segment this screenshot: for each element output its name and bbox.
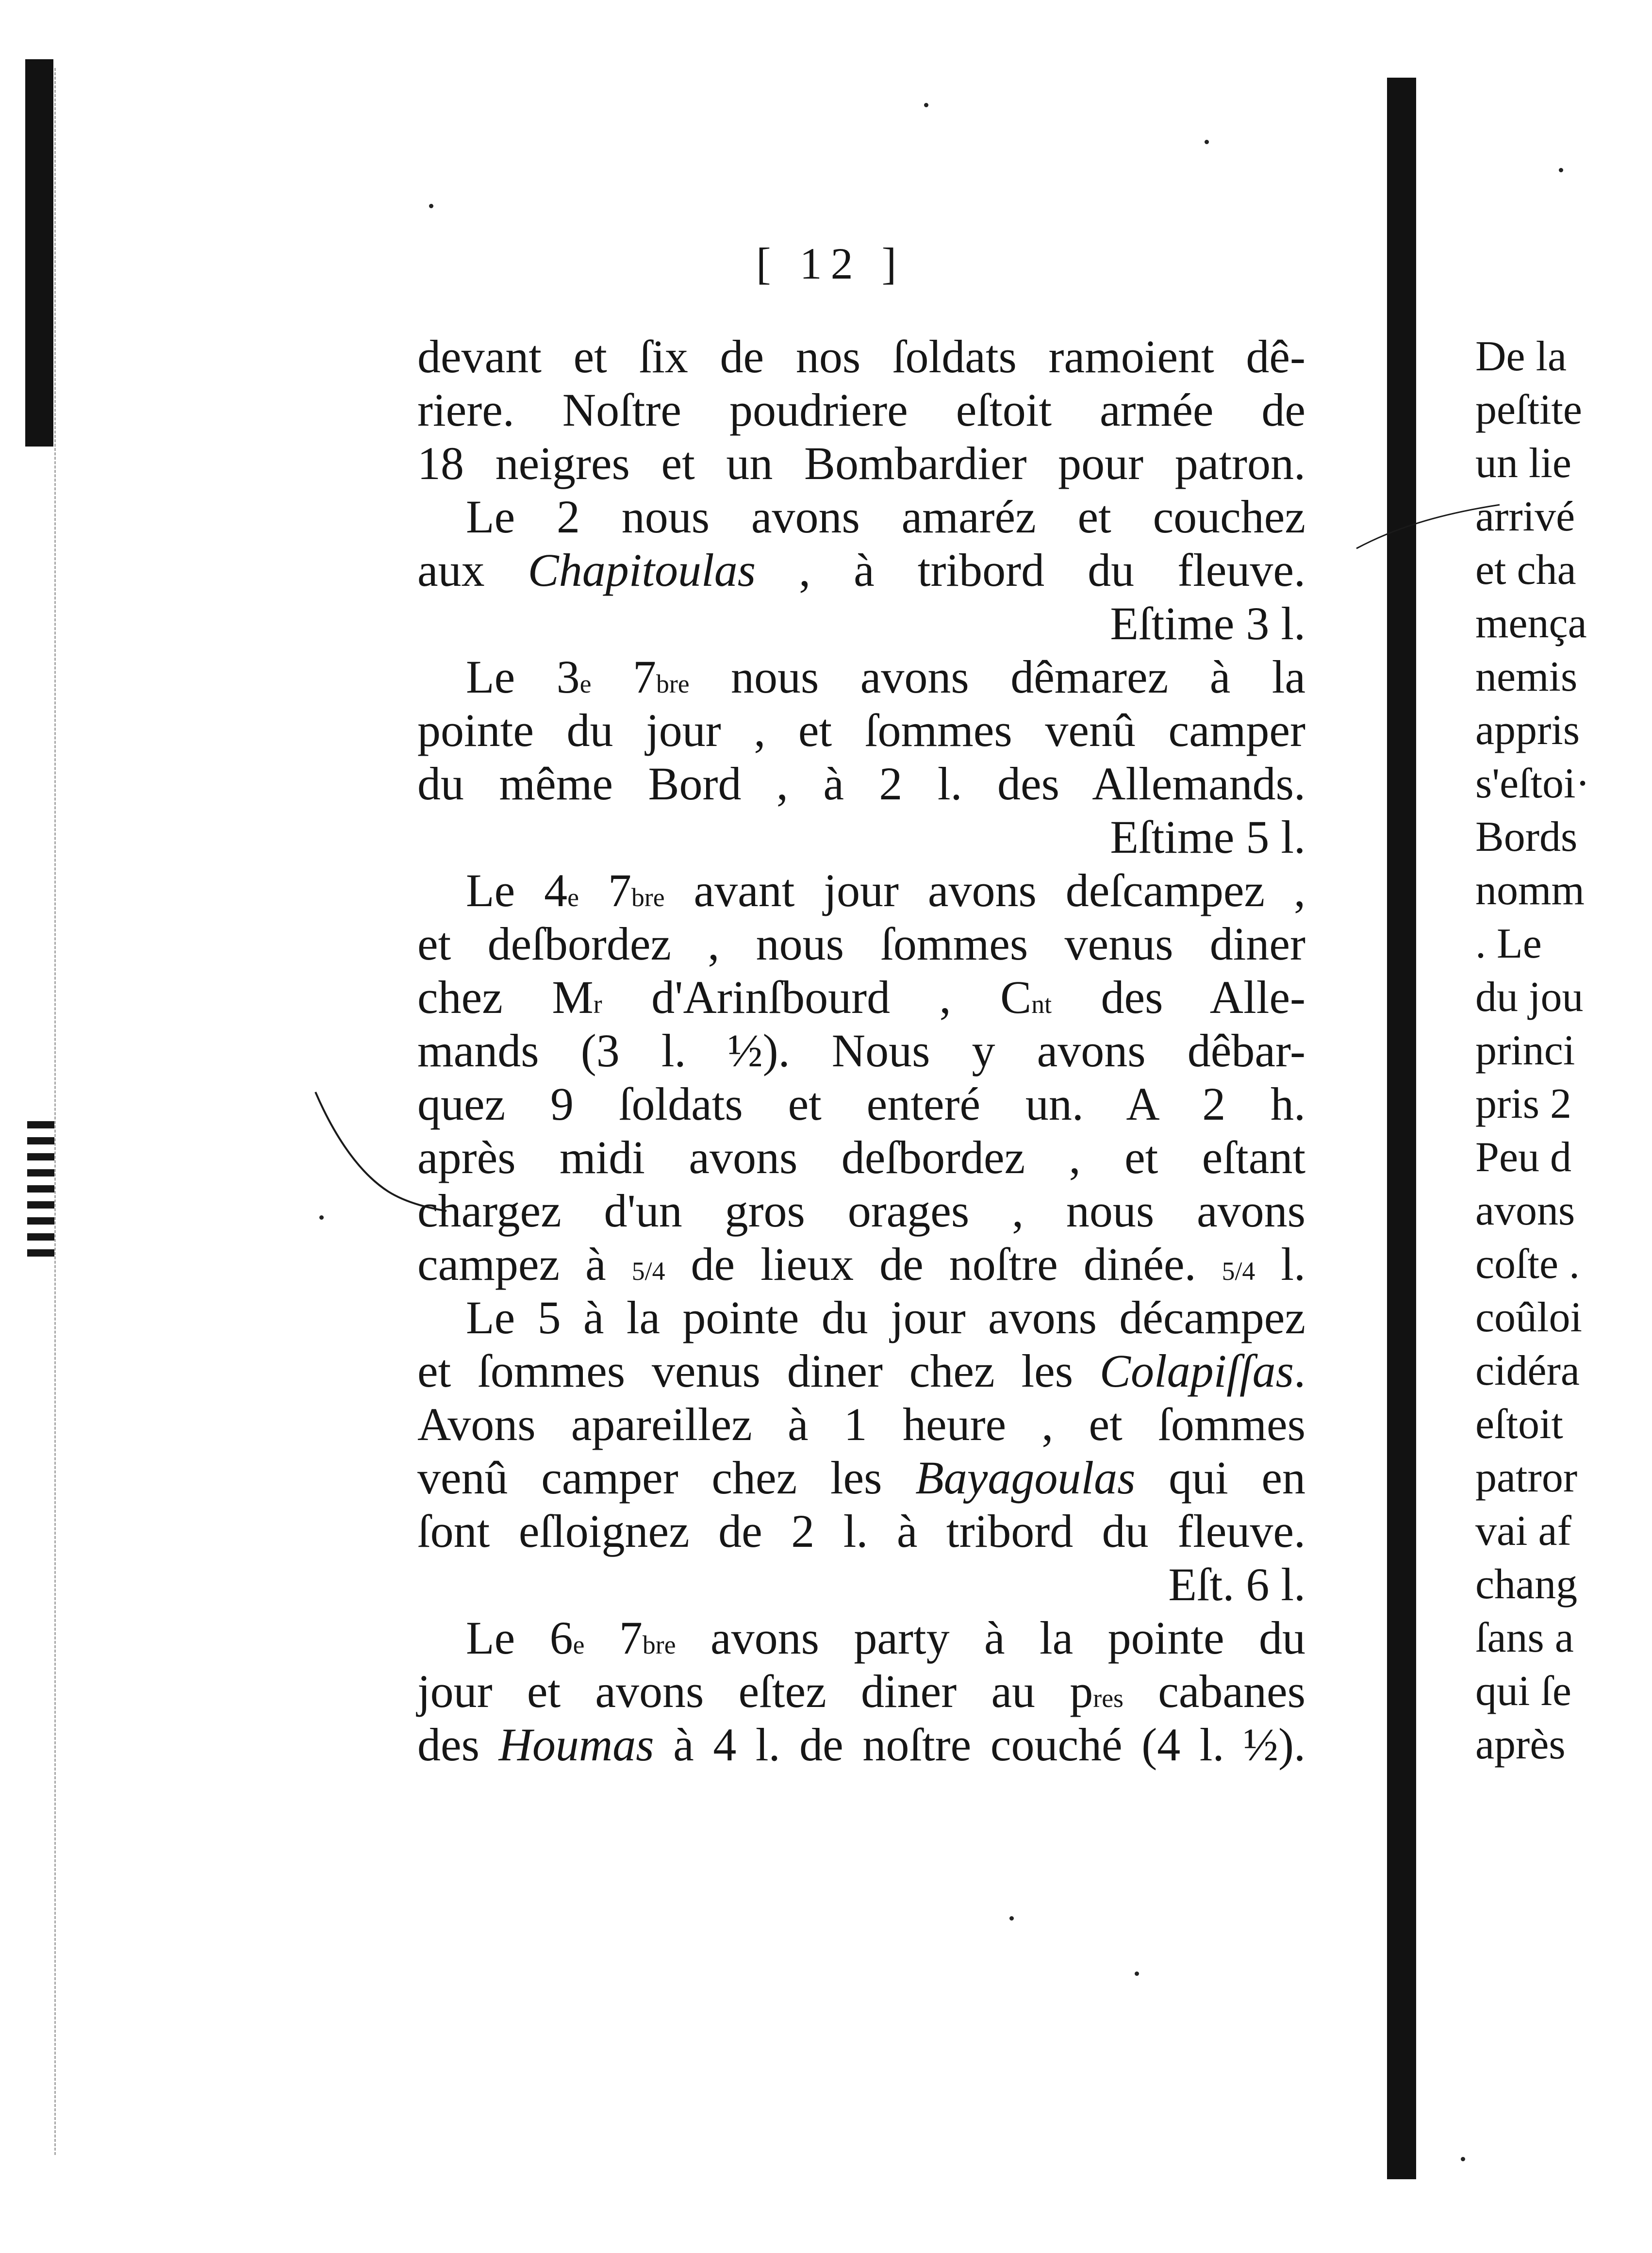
scan-speck: [1559, 168, 1563, 172]
facing-line: De la: [1475, 333, 1567, 380]
facing-line: et cha: [1475, 547, 1576, 594]
scan-speck: [319, 1215, 324, 1220]
facing-line: chang: [1475, 1561, 1578, 1608]
estimate-line: Eſtime 5 l.: [1110, 811, 1305, 863]
facing-line: patror: [1475, 1454, 1578, 1501]
estimate-line: Eſt. 6 l.: [1168, 1558, 1305, 1610]
facing-line: Bords: [1475, 813, 1578, 861]
facing-line: coûloi: [1475, 1294, 1582, 1341]
text-line: après midi avons deſbordez , et eſtant: [417, 1131, 1305, 1183]
facing-line: qui ſe: [1475, 1668, 1571, 1715]
scan-speck: [1461, 2157, 1465, 2161]
text-line: jour et avons eſtez diner au $p^{res}$ cabanes: [417, 1665, 1306, 1717]
facing-line: du jou: [1475, 974, 1584, 1021]
text-line: riere. Noſtre poudriere eſtoit armée de: [417, 384, 1305, 436]
text-line: aux Chapitoulas , à tribord du fleuve.: [417, 544, 1306, 596]
text-line: 18 neigres et un Bombardier pour patron.: [417, 437, 1305, 489]
text-line: venû camper chez les Bayagoulas qui en: [417, 1452, 1305, 1504]
text-line: quez 9 ſoldats et enteré un. A 2 h.: [417, 1078, 1305, 1130]
text-line: ſont eſloignez de 2 l. à tribord du fleuve.: [417, 1505, 1305, 1557]
page-gutter-rule: [1387, 78, 1416, 2179]
facing-line: après: [1475, 1721, 1566, 1768]
scan-speck: [429, 204, 433, 208]
facing-line: Peu d: [1475, 1134, 1571, 1181]
facing-line: mençа: [1475, 600, 1587, 647]
text-line: des Houmas à 4 l. de noſtre couché (4 l. ½).: [417, 1719, 1306, 1771]
page-number: [ 12 ]: [756, 239, 906, 288]
text-line: et deſbordez , nous ſommes venus diner: [417, 918, 1305, 970]
facing-line: nomm: [1475, 867, 1585, 914]
text-line: Le 6e $7^{bre}$ avons party à la pointe du: [466, 1612, 1306, 1664]
binding-margin-line: [54, 68, 60, 2155]
place-name: Colapiſſas: [1099, 1345, 1294, 1397]
text-line: chez $M^r$ d'Arinſbourd , $C^{nt}$ des Alle-: [417, 971, 1306, 1023]
text-line: chargez d'un gros orages , nous avons: [417, 1185, 1305, 1237]
text-line: campez à $^{5/4}$ de lieux de noſtre dinée. $^{5/4}$ l.: [417, 1238, 1306, 1290]
scan-speck: [1009, 1916, 1014, 1921]
facing-line: un lie: [1475, 440, 1571, 487]
text-line: mands (3 l. ½). Nous y avons dêbar-: [417, 1025, 1305, 1077]
facing-line: appris: [1475, 707, 1580, 754]
facing-line: coſte .: [1475, 1241, 1580, 1288]
facing-line: . Le: [1475, 920, 1542, 967]
facing-line: pris 2: [1475, 1080, 1571, 1127]
barcode-strip: [27, 1121, 54, 1269]
text-line: du même Bord , à 2 l. des Allemands.: [417, 758, 1305, 810]
text-line: Le 2 nous avons amaréz et couchez: [466, 491, 1305, 543]
text-line: Le 3e $7^{bre}$ nous avons dêmarez à la: [466, 651, 1305, 703]
facing-line: arrivé: [1475, 493, 1575, 540]
text-line: pointe du jour , et ſommes venû camper: [417, 704, 1305, 756]
facing-line: vai af: [1475, 1508, 1571, 1555]
facing-line: peſtite: [1475, 386, 1582, 433]
facing-line: ſans a: [1475, 1614, 1574, 1661]
text-line: devant et ſix de nos ſoldats ramoient dê-: [417, 331, 1305, 382]
estimate-line: Eſtime 3 l.: [1110, 597, 1305, 649]
text-line: Avons apareillez à 1 heure , et ſommes: [417, 1398, 1305, 1450]
facing-page-text: [1475, 330, 1652, 1772]
facing-line: princi: [1475, 1027, 1575, 1074]
place-name: Chapitoulas: [528, 544, 756, 596]
text-line: Le 4e $7^{bre}$ avant jour avons deſcampez ,: [466, 864, 1306, 916]
body-text: [417, 330, 1305, 1772]
facing-line: eſtoit: [1475, 1401, 1563, 1448]
scan-speck: [1135, 1971, 1139, 1976]
binding-edge: [25, 59, 53, 447]
text-line: Le 5 à la pointe du jour avons décampez: [466, 1292, 1305, 1343]
scan-speck: [1205, 140, 1209, 144]
facing-line: nemis: [1475, 653, 1578, 700]
facing-line: cidéra: [1475, 1347, 1580, 1394]
scan-speck: [924, 103, 928, 107]
facing-line: s'eſtoi·: [1475, 760, 1590, 807]
facing-line: avons: [1475, 1187, 1575, 1234]
text-line: et ſommes venus diner chez les Colapiſſas.: [417, 1345, 1305, 1397]
place-name: Houmas: [498, 1719, 654, 1771]
place-name: Bayagoulas: [915, 1452, 1136, 1504]
